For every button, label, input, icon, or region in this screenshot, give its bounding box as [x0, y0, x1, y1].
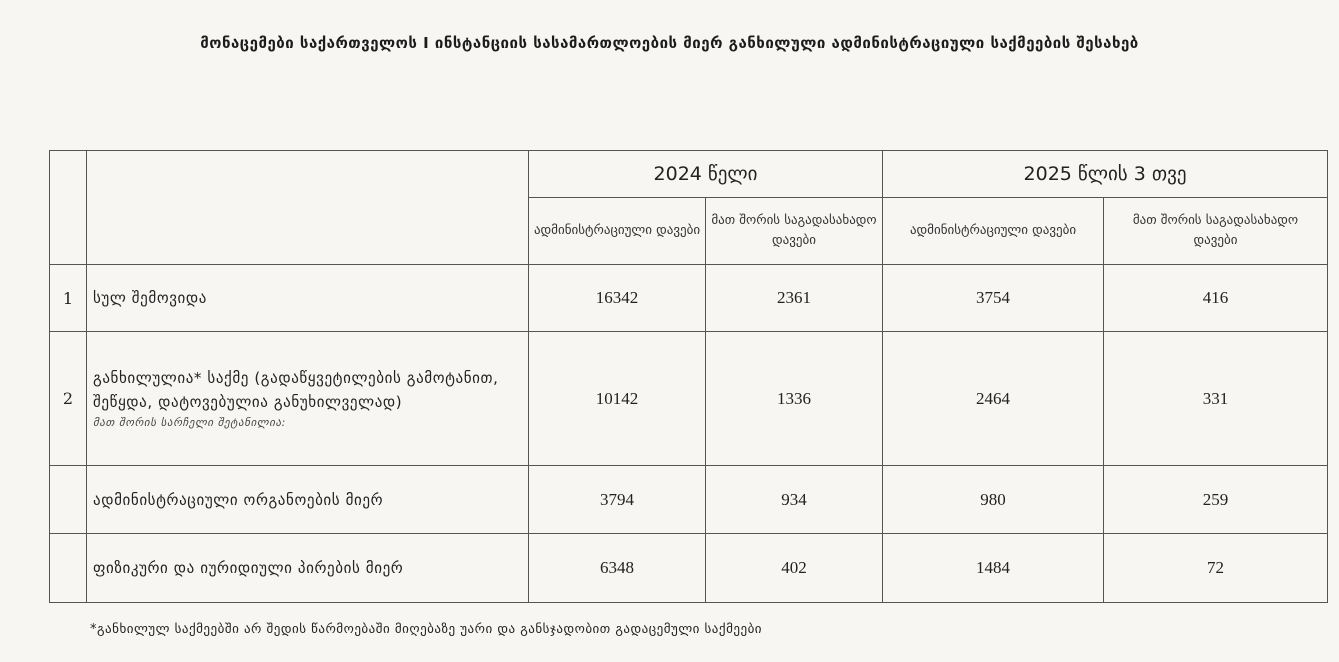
row-number — [50, 534, 87, 603]
header-admin-cases-2024: ადმინისტრაციული დავები — [529, 198, 706, 265]
table-row — [50, 265, 1328, 332]
cell-value: 1484 — [883, 534, 1104, 603]
cell-value: 980 — [883, 466, 1104, 534]
row-label-cell — [87, 332, 529, 466]
cell-value: 331 — [1104, 332, 1328, 466]
row-label: ადმინისტრაციული ორგანოების მიერ — [87, 466, 529, 534]
document-title: მონაცემები საქართველოს I ინსტანციის სასამართლოების მიერ განხილული ადმინისტრაციული საქმეების შესახებ — [200, 34, 1139, 52]
header-year-2024: 2024 წელი — [529, 151, 883, 198]
header-tax-cases-2024: მათ შორის საგადასახადო დავები — [706, 198, 883, 265]
court-cases-table — [49, 150, 1328, 603]
cell-value: 402 — [706, 534, 883, 603]
row-number — [50, 466, 87, 534]
cell-value: 72 — [1104, 534, 1328, 603]
footnote: *განხილულ საქმეებში არ შედის წარმოებაში მიღებაზე უარი და განსჯადობით გადაცემული საქმეები — [90, 622, 763, 637]
cell-value: 16342 — [529, 265, 706, 332]
cell-value: 3794 — [529, 466, 706, 534]
cell-value: 416 — [1104, 265, 1328, 332]
row-label: ფიზიკური და იურიდიული პირების მიერ — [87, 534, 529, 603]
header-tax-cases-2025: მათ შორის საგადასახადო დავები — [1104, 198, 1328, 265]
header-empty-label — [87, 151, 529, 265]
header-empty-num — [50, 151, 87, 265]
table-row — [50, 534, 1328, 603]
cell-value: 259 — [1104, 466, 1328, 534]
cell-value: 2361 — [706, 265, 883, 332]
row-number: 1 — [50, 265, 87, 332]
table-row — [50, 466, 1328, 534]
cell-value: 934 — [706, 466, 883, 534]
header-row-years — [50, 151, 1328, 198]
row-sublabel: მათ შორის სარჩელი შეტანილია: — [93, 415, 286, 429]
cell-value: 2464 — [883, 332, 1104, 466]
cell-value: 6348 — [529, 534, 706, 603]
cell-value: 1336 — [706, 332, 883, 466]
header-year-2025: 2025 წლის 3 თვე — [883, 151, 1328, 198]
cell-value: 3754 — [883, 265, 1104, 332]
row-label: განხილულია* საქმე (გადაწყვეტილების გამოტანით, შეწყდა, დატოვებულია განუხილველად) — [93, 368, 499, 411]
table-row — [50, 332, 1328, 466]
header-admin-cases-2025: ადმინისტრაციული დავები — [883, 198, 1104, 265]
cell-value: 10142 — [529, 332, 706, 466]
row-number: 2 — [50, 332, 87, 466]
row-label: სულ შემოვიდა — [87, 265, 529, 332]
